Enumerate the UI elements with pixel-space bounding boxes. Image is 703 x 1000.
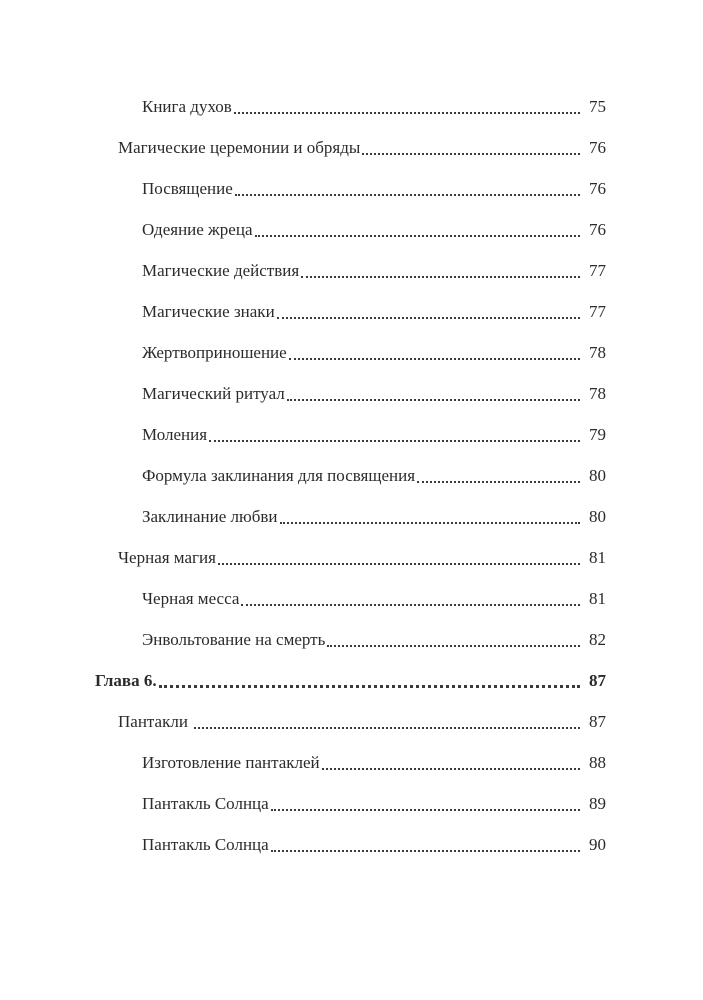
toc-entry-page: 90 [589, 834, 606, 854]
dot-leader [235, 194, 580, 196]
toc-entry [0, 455, 703, 496]
toc-entry-page: 76 [589, 137, 606, 157]
toc-entry-title: Магический ритуал [142, 383, 285, 403]
toc-entry [0, 783, 703, 824]
toc-entry-title: Магические церемонии и обряды [118, 137, 361, 157]
toc-entry-page: 82 [589, 629, 606, 649]
toc-entry-title: Пантакли [118, 711, 193, 731]
dot-leader [255, 235, 581, 237]
toc-chapter-heading [0, 660, 703, 701]
toc-entry-title: Жертвоприношение [142, 342, 287, 362]
toc-entry [0, 824, 703, 865]
toc-entry [0, 127, 703, 168]
toc-entry-page: 78 [589, 383, 606, 403]
toc-entry-title: Формула заклинания для посвящения [142, 465, 416, 485]
dot-leader [280, 522, 581, 524]
toc-entry [0, 332, 703, 373]
toc-entry-title: Одеяние жреца [142, 219, 253, 239]
toc-entry [0, 742, 703, 783]
dot-leader [218, 563, 580, 565]
dot-leader [322, 768, 580, 770]
toc-entry [0, 373, 703, 414]
dot-leader [277, 317, 580, 319]
toc-entry [0, 537, 703, 578]
toc-entry [0, 291, 703, 332]
toc-entry-page: 79 [589, 424, 606, 444]
dot-leader [289, 358, 580, 360]
toc-entry-page: 89 [589, 793, 606, 813]
toc-entry-page: 80 [589, 506, 606, 526]
toc-entry-title: Книга духов [142, 96, 232, 116]
toc-entry-page: 75 [589, 96, 606, 116]
toc-entry-title: Глава 6. [95, 670, 157, 690]
dot-leader [209, 440, 580, 442]
toc-entry-title: Магические действия [142, 260, 300, 280]
dot-leader [301, 276, 580, 278]
toc-entry-title: Моления [142, 424, 208, 444]
toc-entry-title: Посвящение [142, 178, 233, 198]
table-of-contents [0, 86, 703, 865]
toc-entry [0, 250, 703, 291]
toc-entry-page: 80 [589, 465, 606, 485]
toc-entry-title: Пантакль Солнца [142, 793, 269, 813]
toc-entry-title: Черная магия [118, 547, 216, 567]
toc-entry-page: 87 [589, 670, 606, 690]
toc-entry [0, 496, 703, 537]
toc-entry-page: 76 [589, 219, 606, 239]
dot-leader [194, 727, 580, 729]
toc-entry [0, 619, 703, 660]
dot-leader [327, 645, 580, 647]
toc-entry-page: 81 [589, 547, 606, 567]
toc-entry-page: 76 [589, 178, 606, 198]
toc-entry-page: 77 [589, 260, 606, 280]
dot-leader [271, 850, 580, 852]
dot-leader [234, 112, 580, 114]
toc-entry [0, 414, 703, 455]
toc-entry-page: 88 [589, 752, 606, 772]
toc-entry-title: Черная месса [142, 588, 240, 608]
dot-leader [241, 604, 580, 606]
toc-entry [0, 209, 703, 250]
dot-leader [362, 153, 580, 155]
toc-entry [0, 86, 703, 127]
toc-entry-page: 78 [589, 342, 606, 362]
dot-leader [159, 685, 580, 688]
toc-entry-title: Пантакль Солнца [142, 834, 269, 854]
toc-entry [0, 168, 703, 209]
toc-entry [0, 701, 703, 742]
toc-entry-title: Энвольтование на смерть [142, 629, 326, 649]
toc-entry-title: Магические знаки [142, 301, 275, 321]
toc-entry-page: 77 [589, 301, 606, 321]
dot-leader [417, 481, 580, 483]
toc-entry-page: 81 [589, 588, 606, 608]
dot-leader [287, 399, 580, 401]
toc-entry [0, 578, 703, 619]
toc-entry-page: 87 [589, 711, 606, 731]
dot-leader [271, 809, 580, 811]
toc-entry-title: Изготовление пантаклей [142, 752, 320, 772]
toc-entry-title: Заклинание любви [142, 506, 278, 526]
